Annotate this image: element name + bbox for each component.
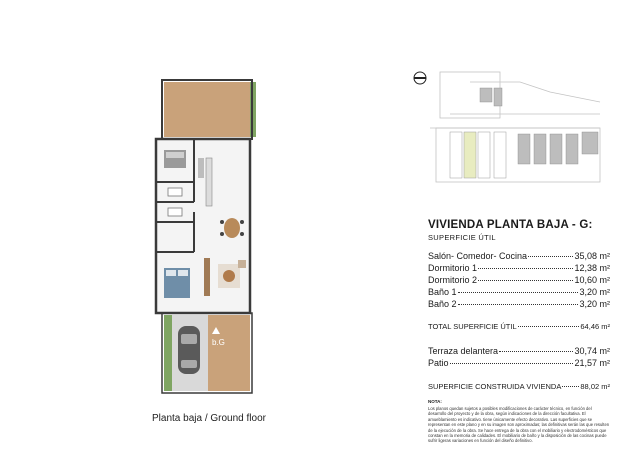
useful-area-heading: SUPERFICIE ÚTIL <box>428 233 496 242</box>
extra-area-row: Patio 21,57 m² <box>428 358 610 368</box>
highlighted-unit <box>464 132 476 178</box>
front-terrace <box>164 82 250 137</box>
patio-grass-strip <box>164 315 172 391</box>
neighbouring-blocks <box>480 88 598 164</box>
room-row: Dormitorio 2 10,60 m² <box>428 275 610 285</box>
room-row: Dormitorio 1 12,38 m² <box>428 263 610 273</box>
floor-plan <box>150 78 262 396</box>
notes-label: NOTA: <box>428 399 442 404</box>
room-row: Salón- Comedor- Cocina 35,08 m² <box>428 251 610 261</box>
legal-notes: Los planos quedan sujetos a posibles modificaciones de carácter técnico, en función del desarrollo del proyecto y de la obra, según indicaciones de la dirección facultativa. El amueblamiento es indicativo. tiene únicamente efecto decorativo. Las superficies que se representan en este plano y en su imagen son aproximadas; las definitivas serán las que resulten de la ejecución de la obra. Se hace entrega de la obra con el mobiliario y electrodomésticos que constan en la memoria de calidades. El mobiliario de baño y la disposición de las cocinas puede sufrir ligeras variaciones en función del diseño definitivo. <box>428 406 610 444</box>
car-icon <box>178 326 200 374</box>
site-plan <box>410 62 610 184</box>
unit-marker-label: b.G <box>212 338 225 347</box>
room-row: Baño 1 3,20 m² <box>428 287 610 297</box>
built-area-row: SUPERFICIE CONSTRUIDA VIVIENDA 88,02 m² <box>428 382 610 391</box>
room-row: Baño 2 3,20 m² <box>428 299 610 309</box>
plan-caption: Planta baja / Ground floor <box>152 413 266 424</box>
extra-area-row: Terraza delantera 30,74 m² <box>428 346 610 356</box>
north-arrow-icon <box>414 72 426 84</box>
total-useful-area-row: TOTAL SUPERFICIE ÚTIL 64,46 m² <box>428 322 610 331</box>
unit-title: VIVIENDA PLANTA BAJA - G: <box>428 219 593 231</box>
